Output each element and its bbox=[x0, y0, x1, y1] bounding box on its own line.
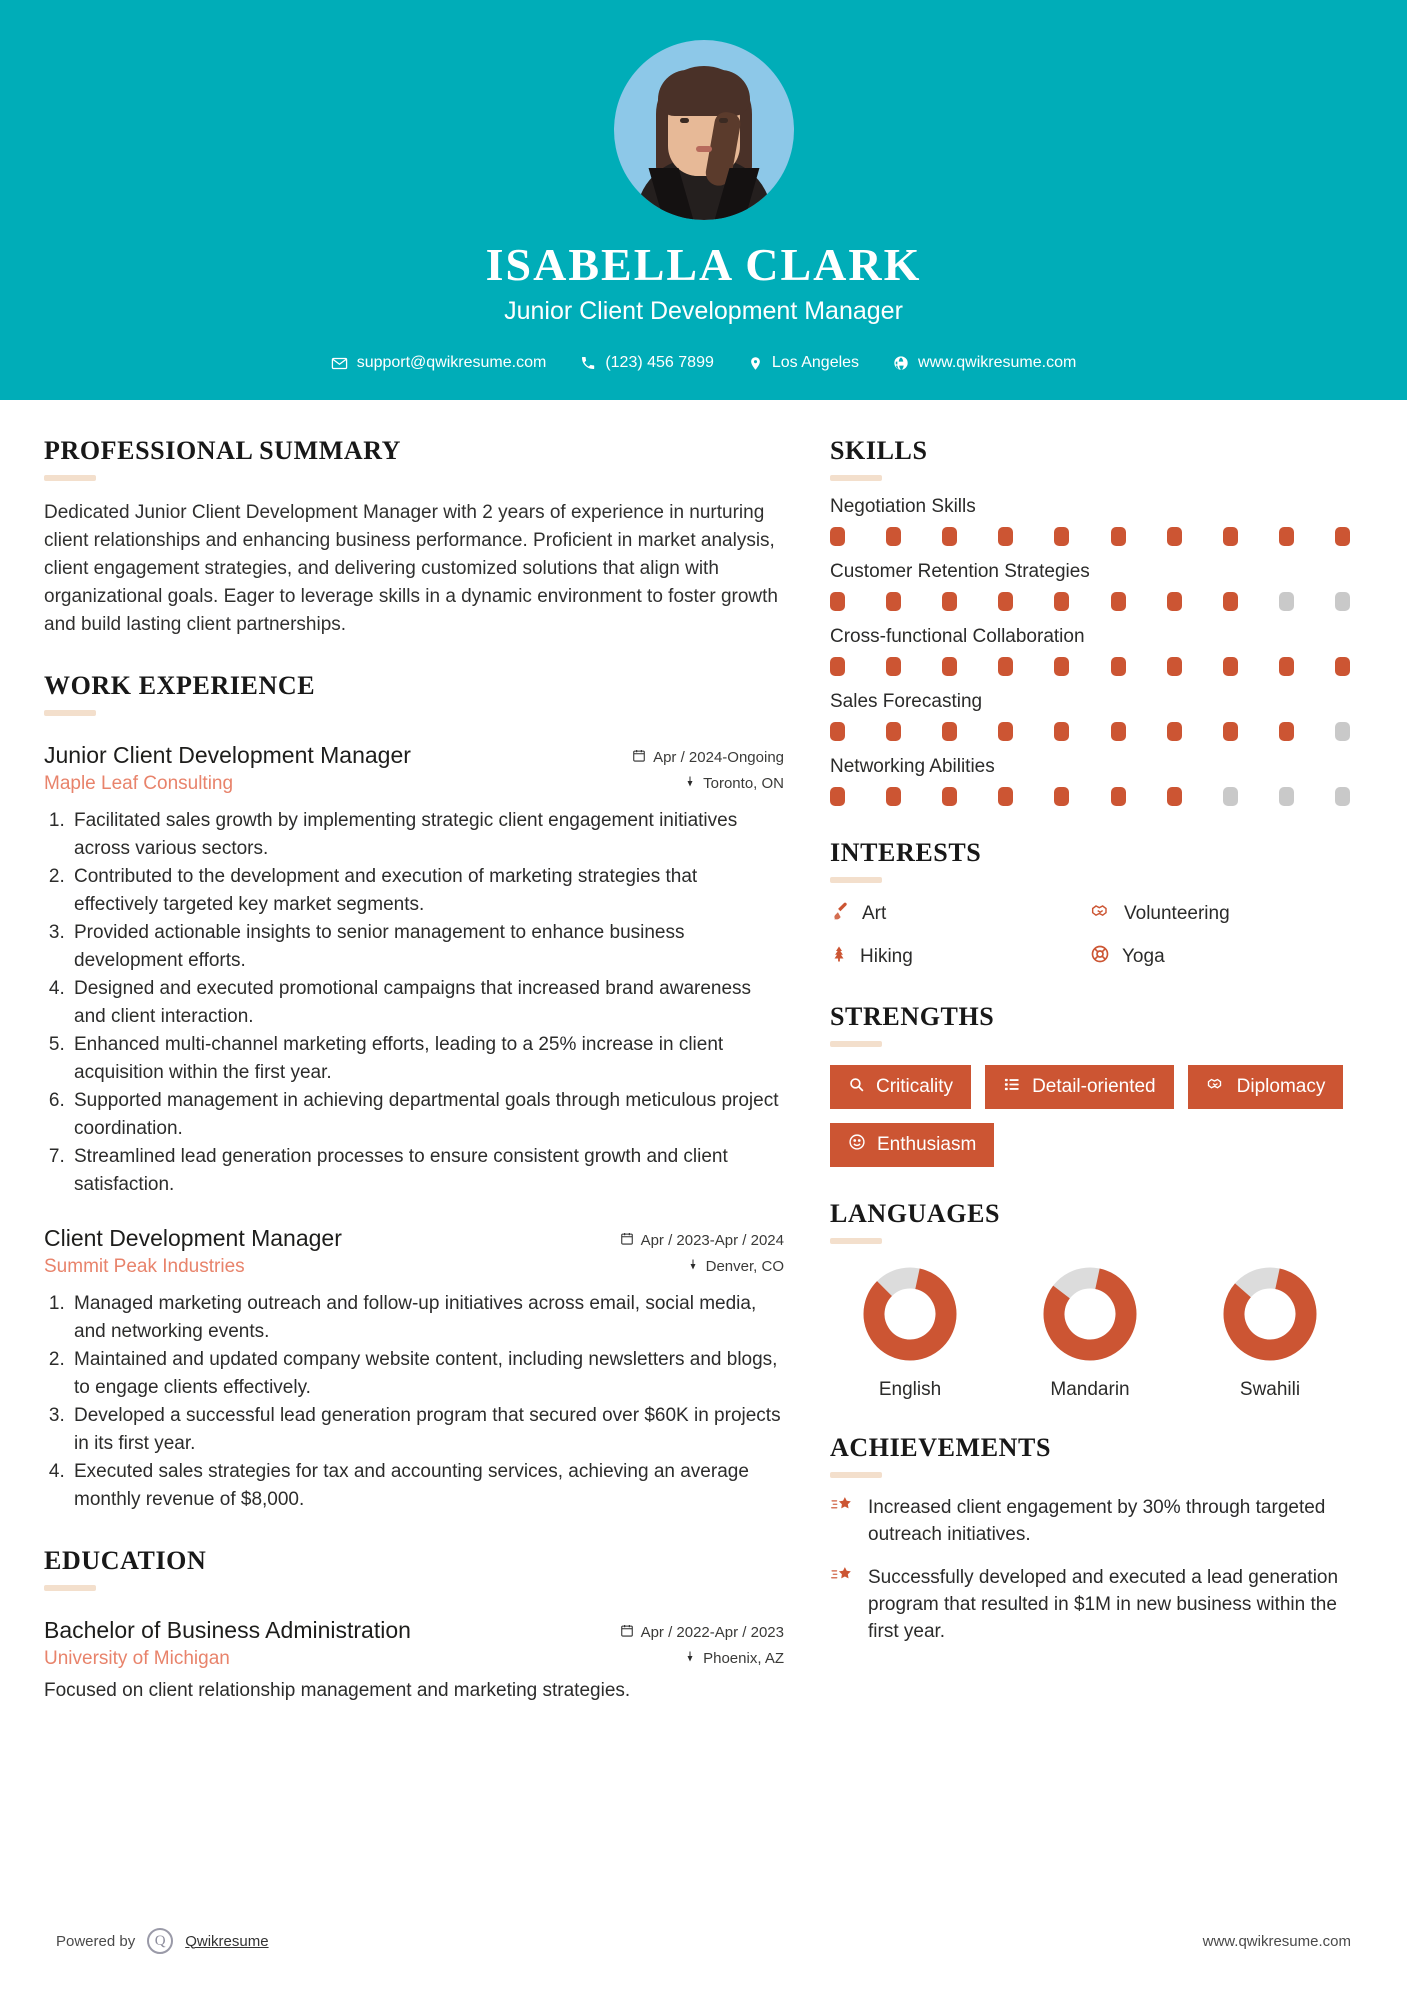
qwikresume-logo-icon: Q bbox=[147, 1928, 173, 1954]
section-languages bbox=[830, 1199, 1350, 1401]
list-item bbox=[830, 1564, 1350, 1645]
experience-bullets bbox=[44, 807, 784, 1199]
experience-entry bbox=[44, 1225, 784, 1514]
contact-email-text: support@qwikresume.com bbox=[356, 354, 547, 371]
calendar-icon bbox=[632, 748, 646, 767]
contact-email[interactable] bbox=[314, 354, 564, 372]
pine-tree-icon bbox=[830, 944, 848, 970]
skill-dot-filled bbox=[1335, 527, 1350, 546]
pin-icon bbox=[684, 774, 696, 793]
summary-text: Dedicated Junior Client Development Manager with 2 years of experience in nurturing client relationships and enhancing business performance. Proficient in market analysis, client engagement strategies, and delivering customized solutions that align with organizational goals. Eager to leverage skills in a dynamic environment to foster growth and build lasting client partnerships. bbox=[44, 502, 778, 635]
skill-item bbox=[830, 691, 1350, 741]
skill-dot-filled bbox=[1054, 722, 1069, 741]
skill-dot-filled bbox=[942, 657, 957, 676]
language-label: English bbox=[878, 1379, 942, 1400]
skill-dot-filled bbox=[886, 527, 901, 546]
section-skills bbox=[830, 436, 1350, 806]
skill-dot-filled bbox=[1111, 787, 1126, 806]
skill-dot-filled bbox=[942, 787, 957, 806]
skill-dot-empty bbox=[1335, 787, 1350, 806]
language-donut-chart bbox=[862, 1266, 958, 1362]
skill-item bbox=[830, 626, 1350, 676]
skill-name: Cross-functional Collaboration bbox=[830, 626, 1085, 647]
language-label: Mandarin bbox=[1050, 1379, 1130, 1400]
skill-dot-filled bbox=[830, 722, 845, 741]
skill-dot-filled bbox=[998, 657, 1013, 676]
education-school: University of Michigan bbox=[44, 1648, 230, 1669]
experience-entry bbox=[44, 742, 784, 1199]
powered-by-label: Powered by bbox=[56, 1932, 136, 1950]
strength-label: Enthusiasm bbox=[877, 1134, 977, 1155]
skill-dot-filled bbox=[998, 527, 1013, 546]
language-donut-chart bbox=[1222, 1266, 1318, 1362]
strengths-heading: STRENGTHS bbox=[830, 1002, 995, 1031]
skill-dot-filled bbox=[1223, 657, 1238, 676]
language-item bbox=[830, 1266, 990, 1401]
skill-dot-empty bbox=[1223, 787, 1238, 806]
skill-dot-filled bbox=[1054, 592, 1069, 611]
experience-location bbox=[687, 1257, 784, 1276]
avatar-fringe bbox=[658, 70, 750, 116]
skill-dot-filled bbox=[1335, 657, 1350, 676]
section-strengths bbox=[830, 1002, 1350, 1167]
languages-list bbox=[830, 1266, 1350, 1401]
skill-dot-filled bbox=[830, 787, 845, 806]
skill-dot-filled bbox=[1279, 527, 1294, 546]
skill-dot-filled bbox=[998, 722, 1013, 741]
section-rule bbox=[830, 475, 882, 481]
skill-item bbox=[830, 496, 1350, 546]
candidate-job-title: Junior Client Development Manager bbox=[504, 297, 903, 325]
phone-icon bbox=[580, 355, 596, 371]
location-pin-icon bbox=[748, 355, 763, 372]
list-item: 2. Contributed to the development and execution of marketing strategies that effectively targeted key market segments. bbox=[70, 863, 784, 919]
skill-dot-filled bbox=[1279, 722, 1294, 741]
list-item: 1. Facilitated sales growth by implementing strategic client engagement initiatives across various sectors. bbox=[70, 807, 784, 863]
section-rule bbox=[830, 877, 882, 883]
education-dates-text: Apr / 2022-Apr / 2023 bbox=[640, 1624, 784, 1641]
interest-art bbox=[830, 901, 1090, 927]
interest-label: Volunteering bbox=[1124, 903, 1230, 924]
section-professional-summary bbox=[44, 436, 784, 639]
skill-rating bbox=[830, 787, 1350, 806]
skill-dot-filled bbox=[1167, 592, 1182, 611]
skill-dot-filled bbox=[1167, 787, 1182, 806]
section-rule bbox=[830, 1238, 882, 1244]
calendar-icon bbox=[620, 1623, 634, 1642]
education-entry bbox=[44, 1617, 784, 1702]
skill-dot-filled bbox=[1111, 592, 1126, 611]
skill-name: Sales Forecasting bbox=[830, 691, 983, 712]
skill-rating bbox=[830, 657, 1350, 676]
achievements-heading: ACHIEVEMENTS bbox=[830, 1433, 1052, 1462]
strength-diplomacy[interactable] bbox=[1188, 1065, 1344, 1109]
paintbrush-icon bbox=[830, 901, 850, 927]
list-item: 4. Designed and executed promotional campaigns that increased brand awareness and client interaction. bbox=[70, 975, 784, 1031]
strength-label: Detail-oriented bbox=[1032, 1076, 1156, 1097]
skill-dot-filled bbox=[886, 787, 901, 806]
section-rule bbox=[44, 710, 96, 716]
interests-heading: INTERESTS bbox=[830, 838, 982, 867]
skill-dot-filled bbox=[998, 787, 1013, 806]
skill-dot-filled bbox=[830, 657, 845, 676]
skill-dot-filled bbox=[1054, 657, 1069, 676]
calendar-icon bbox=[620, 1231, 634, 1250]
contact-location[interactable] bbox=[731, 354, 876, 372]
skill-dot-filled bbox=[886, 722, 901, 741]
list-item: 1. Managed marketing outreach and follow-up initiatives across email, social media, and networking events. bbox=[70, 1290, 784, 1346]
skill-dot-filled bbox=[1111, 527, 1126, 546]
skill-item bbox=[830, 561, 1350, 611]
skill-item bbox=[830, 756, 1350, 806]
strength-enthusiasm[interactable] bbox=[830, 1123, 994, 1167]
skill-dot-empty bbox=[1279, 592, 1294, 611]
footer-brand-block bbox=[56, 1928, 269, 1954]
skill-name: Networking Abilities bbox=[830, 756, 995, 777]
interest-label: Art bbox=[862, 903, 887, 924]
work-heading: WORK EXPERIENCE bbox=[44, 671, 316, 700]
page-footer bbox=[0, 1928, 1407, 1954]
experience-location-text: Denver, CO bbox=[705, 1258, 784, 1275]
list-item: 4. Executed sales strategies for tax and accounting services, achieving an average monthly revenue of $8,000. bbox=[70, 1458, 784, 1514]
contact-bar bbox=[0, 354, 1407, 372]
candidate-name: ISABELLA CLARK bbox=[485, 239, 922, 290]
shooting-star-icon bbox=[830, 1564, 854, 1592]
experience-dates bbox=[632, 748, 784, 767]
skill-name: Customer Retention Strategies bbox=[830, 561, 1090, 582]
skills-list bbox=[830, 496, 1350, 806]
languages-heading: LANGUAGES bbox=[830, 1199, 1001, 1228]
section-interests bbox=[830, 838, 1350, 970]
list-item: 5. Enhanced multi-channel marketing efforts, leading to a 25% increase in client acquisition within the first year. bbox=[70, 1031, 784, 1087]
skills-heading: SKILLS bbox=[830, 436, 928, 465]
section-achievements bbox=[830, 1433, 1350, 1645]
skill-dot-filled bbox=[1054, 527, 1069, 546]
skill-dot-filled bbox=[830, 592, 845, 611]
experience-title: Junior Client Development Manager bbox=[44, 742, 411, 768]
experience-dates-text: Apr / 2023-Apr / 2024 bbox=[640, 1232, 784, 1249]
interests-grid bbox=[830, 901, 1350, 970]
skill-dot-filled bbox=[1167, 657, 1182, 676]
skill-dot-filled bbox=[830, 527, 845, 546]
experience-location bbox=[684, 774, 784, 793]
skill-dot-filled bbox=[886, 657, 901, 676]
experience-location-text: Toronto, ON bbox=[703, 775, 784, 792]
contact-location-text: Los Angeles bbox=[771, 354, 860, 371]
globe-icon bbox=[893, 355, 909, 371]
avatar-eye-right bbox=[719, 118, 728, 123]
skill-dot-filled bbox=[1111, 722, 1126, 741]
strength-detail-oriented[interactable] bbox=[985, 1065, 1174, 1109]
skill-dot-filled bbox=[1223, 722, 1238, 741]
skill-dot-filled bbox=[1167, 722, 1182, 741]
skill-rating bbox=[830, 527, 1350, 546]
list-item: 3. Developed a successful lead generation program that secured over $60K in projects in its first year. bbox=[70, 1402, 784, 1458]
list-item bbox=[830, 1494, 1350, 1548]
skill-dot-filled bbox=[1279, 657, 1294, 676]
section-work-experience bbox=[44, 671, 784, 1514]
achievement-text: Successfully developed and executed a lead generation program that resulted in $1M in new business within the first year. bbox=[868, 1567, 1339, 1642]
experience-dates-text: Apr / 2024-Ongoing bbox=[653, 749, 784, 766]
envelope-icon bbox=[331, 355, 348, 372]
experience-title: Client Development Manager bbox=[44, 1225, 342, 1251]
experience-dates bbox=[620, 1231, 784, 1250]
contact-website[interactable] bbox=[876, 354, 1093, 372]
section-rule bbox=[44, 475, 96, 481]
education-heading: EDUCATION bbox=[44, 1546, 207, 1575]
skill-dot-filled bbox=[1223, 527, 1238, 546]
skill-dot-empty bbox=[1335, 592, 1350, 611]
handshake-icon bbox=[1206, 1075, 1226, 1099]
list-item: 2. Maintained and updated company website content, including newsletters and blogs, to engage clients effectively. bbox=[70, 1346, 784, 1402]
interest-label: Hiking bbox=[860, 946, 913, 967]
skill-dot-empty bbox=[1279, 787, 1294, 806]
experience-company: Summit Peak Industries bbox=[44, 1256, 245, 1277]
avatar bbox=[614, 40, 794, 220]
summary-heading: PROFESSIONAL SUMMARY bbox=[44, 436, 402, 465]
language-item bbox=[1010, 1266, 1170, 1401]
strengths-list bbox=[830, 1065, 1350, 1167]
strength-label: Criticality bbox=[876, 1076, 954, 1097]
contact-phone-text: (123) 456 7899 bbox=[605, 354, 714, 371]
list-item: 7. Streamlined lead generation processes to ensure consistent growth and client satisfaction. bbox=[70, 1143, 784, 1199]
skill-name: Negotiation Skills bbox=[830, 496, 976, 517]
list-icon bbox=[1003, 1076, 1021, 1099]
handshake-icon bbox=[1090, 901, 1112, 927]
pin-icon bbox=[687, 1257, 699, 1276]
footer-website[interactable]: www.qwikresume.com bbox=[1202, 1932, 1351, 1950]
skill-rating bbox=[830, 722, 1350, 741]
skill-rating bbox=[830, 592, 1350, 611]
footer-brand-link[interactable]: Qwikresume bbox=[185, 1932, 269, 1950]
contact-phone[interactable] bbox=[563, 354, 731, 372]
left-column bbox=[44, 436, 784, 1702]
skill-dot-filled bbox=[1054, 787, 1069, 806]
right-column bbox=[830, 436, 1350, 1702]
section-rule bbox=[830, 1472, 882, 1478]
experience-bullets bbox=[44, 1290, 784, 1514]
contact-website-text: www.qwikresume.com bbox=[918, 354, 1077, 371]
skill-dot-filled bbox=[1111, 657, 1126, 676]
education-degree: Bachelor of Business Administration bbox=[44, 1617, 411, 1643]
section-rule bbox=[830, 1041, 882, 1047]
education-location bbox=[684, 1649, 784, 1668]
strength-criticality[interactable] bbox=[830, 1065, 971, 1109]
skill-dot-filled bbox=[998, 592, 1013, 611]
skill-dot-empty bbox=[1335, 722, 1350, 741]
experience-company: Maple Leaf Consulting bbox=[44, 773, 234, 794]
skill-dot-filled bbox=[942, 592, 957, 611]
skill-dot-filled bbox=[886, 592, 901, 611]
skill-dot-filled bbox=[1223, 592, 1238, 611]
language-item bbox=[1190, 1266, 1350, 1401]
education-description: Focused on client relationship management and marketing strategies. bbox=[44, 1680, 631, 1701]
resume-body bbox=[0, 400, 1407, 1702]
interest-yoga bbox=[1090, 944, 1350, 970]
skill-dot-filled bbox=[1167, 527, 1182, 546]
avatar-eye-left bbox=[680, 118, 689, 123]
strength-label: Diplomacy bbox=[1236, 1076, 1326, 1097]
interest-hiking bbox=[830, 944, 1090, 970]
interest-label: Yoga bbox=[1122, 946, 1165, 967]
avatar-mouth bbox=[696, 146, 712, 152]
language-donut-chart bbox=[1042, 1266, 1138, 1362]
smiley-icon bbox=[848, 1133, 866, 1157]
lifebuoy-icon bbox=[1090, 944, 1110, 970]
achievements-list bbox=[830, 1494, 1350, 1645]
resume-header bbox=[0, 0, 1407, 400]
list-item: 6. Supported management in achieving departmental goals through meticulous project coordination. bbox=[70, 1087, 784, 1143]
interest-volunteering bbox=[1090, 901, 1350, 927]
section-education bbox=[44, 1546, 784, 1702]
shooting-star-icon bbox=[830, 1494, 854, 1522]
search-icon bbox=[848, 1076, 865, 1099]
skill-dot-filled bbox=[942, 527, 957, 546]
achievement-text: Increased client engagement by 30% through targeted outreach initiatives. bbox=[868, 1497, 1326, 1545]
education-location-text: Phoenix, AZ bbox=[703, 1650, 784, 1667]
list-item: 3. Provided actionable insights to senior management to enhance business development efforts. bbox=[70, 919, 784, 975]
education-dates bbox=[620, 1623, 784, 1642]
skill-dot-filled bbox=[942, 722, 957, 741]
language-label: Swahili bbox=[1239, 1379, 1301, 1400]
section-rule bbox=[44, 1585, 96, 1591]
pin-icon bbox=[684, 1649, 696, 1668]
